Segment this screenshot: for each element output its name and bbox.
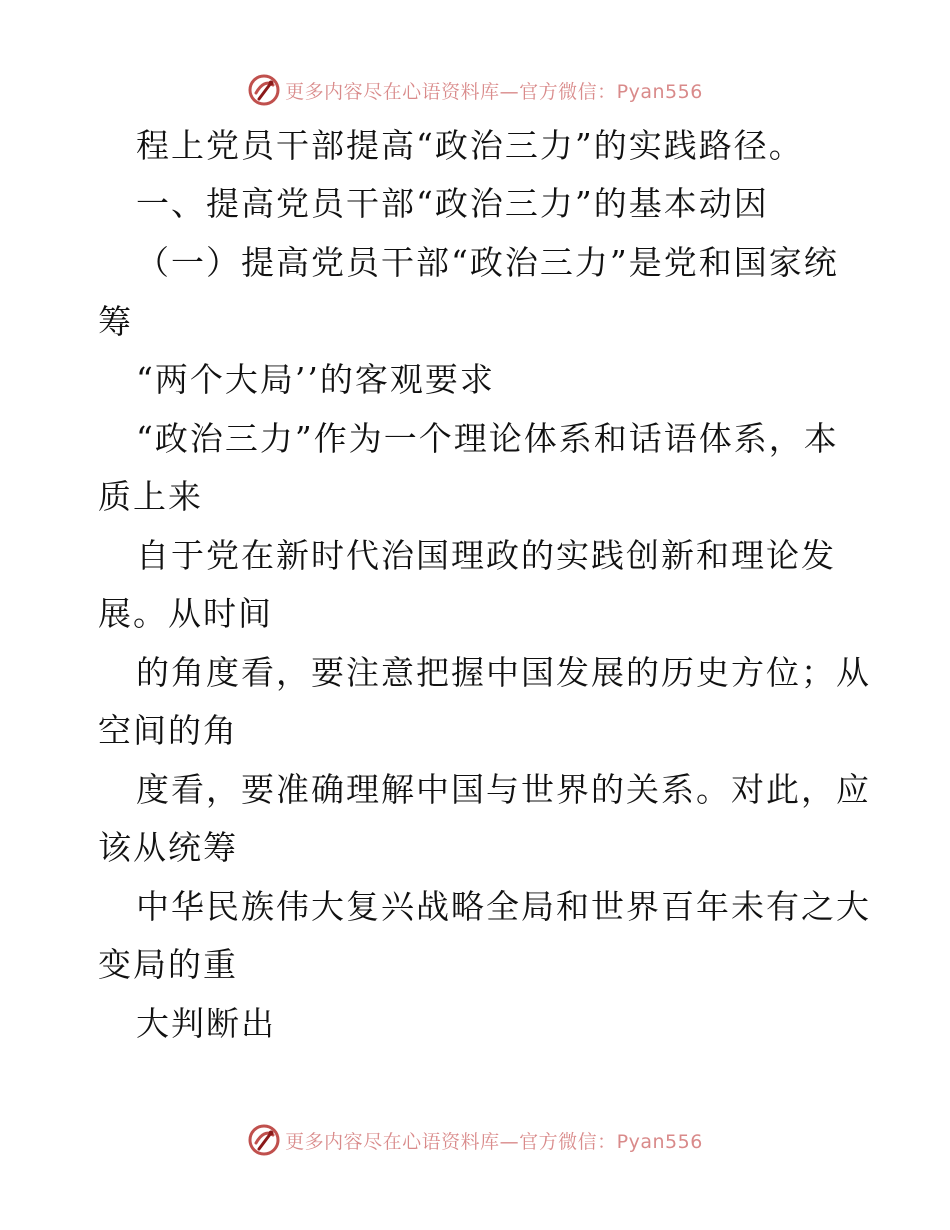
body-line: 自于党在新时代治国理政的实践创新和理论发 [136,536,836,575]
watermark-logo-icon [247,73,281,107]
watermark-logo-icon [247,1123,281,1157]
body-line: “政治三力”作为一个理论体系和话语体系，本 [136,419,839,458]
body-line: “两个大局’’的客观要求 [136,360,495,399]
watermark-text: 更多内容尽在心语资料库—官方微信：Pyan556 [285,1130,703,1153]
section-heading: 一、提高党员干部“政治三力”的基本动因 [136,184,769,223]
body-line: 的角度看，要注意把握中国发展的历史方位；从 [136,653,871,692]
footer-watermark [0,1120,950,1160]
body-line: 度看，要准确理解中国与世界的关系。对此，应 [136,770,871,809]
body-line: 展。从时间 [98,594,273,633]
subsection-heading: （一）提高党员干部“政治三力”是党和国家统 [136,243,839,282]
body-line: 程上党员干部提高“政治三力”的实践路径。 [136,126,804,165]
body-line: 筹 [98,302,133,341]
body-line: 空间的角 [98,711,238,750]
body-line: 中华民族伟大复兴战略全局和世界百年未有之大 [136,887,871,926]
body-line: 大判断出 [136,1004,276,1043]
body-line: 变局的重 [98,945,238,984]
watermark-text: 更多内容尽在心语资料库—官方微信：Pyan556 [285,80,703,103]
body-line: 质上来 [98,477,203,516]
body-line: 该从统筹 [98,828,238,867]
header-watermark [0,70,950,110]
